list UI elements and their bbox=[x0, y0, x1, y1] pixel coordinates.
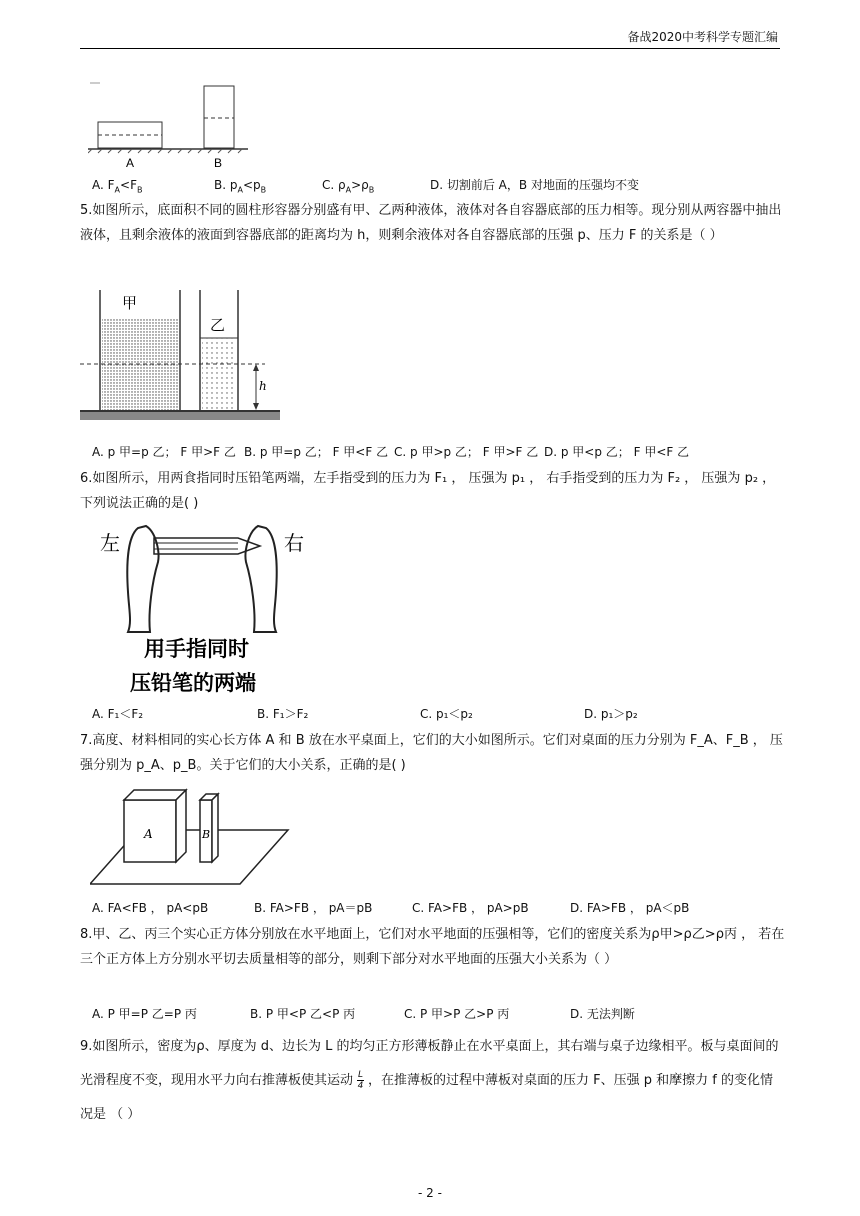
label-a: A bbox=[144, 827, 153, 841]
q8-option-d[interactable]: D. 无法判断 bbox=[570, 1007, 635, 1021]
q6-text: 6.如图所示，用两食指同时压铅笔两端，左手指受到的压力为 F₁ ， 压强为 p₁ ， 右手指受到的压力为 F₂ ， 压强为 p₂ ， 下列说法正确的是( ) bbox=[80, 471, 776, 511]
caption-line-1: 用手指同时 bbox=[144, 637, 249, 661]
q9-text bbox=[80, 1030, 785, 1132]
q8-option-b[interactable]: B. P 甲<P 乙<P 丙 bbox=[250, 1007, 356, 1021]
label-b: B bbox=[214, 156, 223, 170]
q8-text: 8.甲、乙、丙三个实心正方体分别放在水平地面上，它们对水平地面的压强相等，它们的密度关系为ρ甲>ρ乙>ρ丙 ， 若在三个正方体上方分别水平切去质量相等的部分，则剩下部分对水平地面的压强大小关系为（ ） bbox=[80, 927, 785, 967]
label-yi: 乙 bbox=[210, 316, 226, 334]
q6-option-b[interactable]: B. F₁＞F₂ bbox=[257, 707, 309, 721]
q4-option-a[interactable]: A. $F_A<F_B$ bbox=[92, 178, 143, 195]
q7-option-d[interactable]: D. FA>FB ， pA＜pB bbox=[570, 901, 690, 915]
q5-option-b[interactable]: B. p 甲=p 乙； F 甲<F 乙 bbox=[244, 445, 389, 459]
label-right: 右 bbox=[284, 531, 304, 555]
q4-figure bbox=[88, 78, 248, 170]
q7-text: 7.高度、材料相同的实心长方体 A 和 B 放在水平桌面上，它们的大小如图所示。它们对桌面的压力分别为 F_A、F_B ， 压强分别为 p_A、p_B。关于它们的大小关系，正确的是( ) bbox=[80, 733, 783, 773]
label-a: A bbox=[126, 156, 135, 170]
label-left: 左 bbox=[100, 531, 120, 555]
q6-options bbox=[92, 704, 782, 724]
q5-option-a[interactable]: A. p 甲=p 乙； F 甲>F 乙 bbox=[92, 445, 236, 459]
q5-options bbox=[92, 442, 782, 462]
q5-option-d[interactable]: D. p 甲<p 乙； F 甲<F 乙 bbox=[544, 445, 690, 459]
q8-options bbox=[92, 1004, 782, 1024]
q4-options bbox=[92, 175, 782, 195]
q6-option-d[interactable]: D. p₁＞p₂ bbox=[584, 707, 638, 721]
q4-option-b[interactable]: B. $p_A<p_B$ bbox=[214, 178, 267, 195]
label-b: B bbox=[202, 828, 211, 841]
label-jia: 甲 bbox=[122, 294, 138, 312]
header-title: 备战2020中考科学专题汇编 bbox=[627, 30, 778, 44]
q9-text-part-1: 9.如图所示，密度为ρ、厚度为 d、边长为 L 的均匀正方形薄板静止在水平桌面上，其右端与桌子边缘相平。板与桌面间的光滑程度不变，现用水平力向右推薄板使其运动 bbox=[80, 1039, 779, 1088]
q7-figure bbox=[90, 786, 290, 890]
label-h: h bbox=[259, 379, 267, 393]
q6-figure bbox=[98, 522, 313, 700]
q7-option-b[interactable]: B. FA>FB ， pA＝pB bbox=[254, 901, 373, 915]
q9-text-part-2: ，在推薄板的过程中薄板对桌面的压力 F、压强 p 和摩擦力 f 的变化情况是 （ ） bbox=[80, 1073, 773, 1122]
q7-option-a[interactable]: A. FA<FB ， pA<pB bbox=[92, 901, 209, 915]
q7-options bbox=[92, 898, 782, 918]
q4-option-d[interactable]: D. 切割前后 A，B 对地面的压强均不变 bbox=[430, 178, 639, 192]
page-header bbox=[80, 26, 780, 49]
q8-option-c[interactable]: C. P 甲>P 乙>P 丙 bbox=[404, 1007, 510, 1021]
caption-line-2: 压铅笔的两端 bbox=[130, 671, 256, 695]
page-number: - 2 - bbox=[418, 1186, 442, 1200]
q8-option-a[interactable]: A. P 甲=P 乙=P 丙 bbox=[92, 1007, 197, 1021]
q6-option-c[interactable]: C. p₁＜p₂ bbox=[420, 707, 473, 721]
q7-option-c[interactable]: C. FA>FB ， pA>pB bbox=[412, 901, 529, 915]
q5-option-c[interactable]: C. p 甲>p 乙； F 甲>F 乙 bbox=[394, 445, 539, 459]
q5-figure bbox=[80, 286, 280, 422]
q5-text: 5.如图所示，底面积不同的圆柱形容器分别盛有甲、乙两种液体，液体对各自容器底部的压力相等。现分别从两容器中抽出液体，且剩余液体的液面到容器底部的距离均为 h，则剩余液体对各自容器底部的压强 p、压力 F 的关系是（ ） bbox=[80, 203, 782, 243]
q9-fraction: $\frac{L}{4}$ bbox=[357, 1070, 364, 1091]
q6-option-a[interactable]: A. F₁＜F₂ bbox=[92, 707, 144, 721]
block-b bbox=[204, 86, 234, 148]
q4-option-c[interactable]: C. $\rho_A>\rho_B$ bbox=[322, 178, 375, 195]
